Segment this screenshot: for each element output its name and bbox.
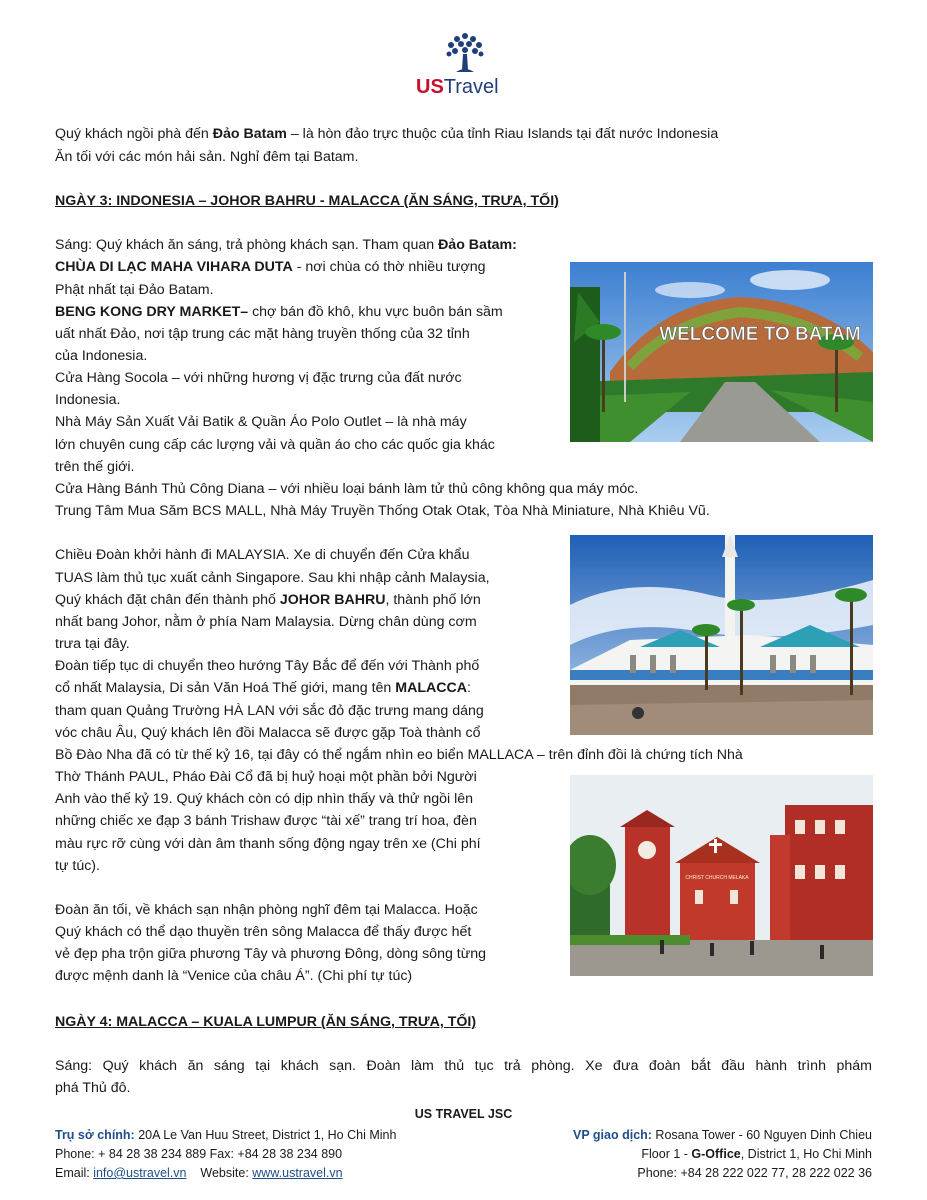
- intro-line-2: Ăn tối với các món hải sản. Nghỉ đêm tại Batam.: [55, 149, 359, 165]
- office-phone: Phone: +84 28 222 022 77, 28 222 022 36: [637, 1166, 872, 1180]
- body-line: Chiều Đoàn khởi hành đi MALAYSIA. Xe di chuyển đến Cửa khẩu: [55, 547, 470, 563]
- intro-line-1: Quý khách ngồi phà đến Đảo Batam – là hòn đảo trực thuộc của tỉnh Riau Islands tại đất nước Indonesia: [55, 126, 719, 142]
- body-line: Indonesia.: [55, 392, 121, 408]
- day3-heading: NGÀY 3: INDONESIA – JOHOR BAHRU - MALACCA (ĂN SÁNG, TRƯA, TỐI): [55, 193, 559, 209]
- body-line: trên thế giới.: [55, 459, 135, 475]
- body-line: vóc châu Âu, Quý khách lên đồi Malacca sẽ được gặp Toà thành cổ: [55, 725, 481, 741]
- body-line: lớn chuyên cung cấp các lượng vải và quần áo cho các quốc gia khác: [55, 437, 495, 453]
- body-line: Đoàn ăn tối, về khách sạn nhận phòng nghĩ đêm tại Malacca. Hoặc: [55, 902, 478, 918]
- body-line: vẻ đẹp pha trộn giữa phương Tây và phương Đông, dòng sông từng: [55, 946, 487, 962]
- body-line: tham quan Quảng Trường HÀ LAN với sắc đỏ đặc trưng mang dáng: [55, 703, 484, 719]
- body-line: màu rực rỡ cùng với dàn âm thanh sống động ngay trên xe (Chi phí: [55, 836, 481, 852]
- email-link[interactable]: info@ustravel.vn: [93, 1166, 187, 1180]
- body-line: cổ nhất Malaysia, Di sản Văn Hoá Thế giới, mang tên MALACCA:: [55, 680, 471, 696]
- body-line: uất nhất Đảo, nơi tập trung các mặt hàng truyền thống của 32 tỉnh: [55, 326, 470, 342]
- website-link[interactable]: www.ustravel.vn: [252, 1166, 343, 1180]
- tree-logo-icon: [443, 30, 487, 74]
- body-line: CHÙA DI LẠC MAHA VIHARA DUTA - nơi chùa có thờ nhiều tượng: [55, 259, 486, 275]
- body-line: Sáng: Quý khách ăn sáng tại khách sạn. Đoàn làm thủ tục trả phòng. Xe đưa đoàn bắt đầu hành trình phám: [55, 1058, 872, 1074]
- body-line: Đoàn tiếp tục di chuyển theo hướng Tây Bắc để đến với Thành phố: [55, 658, 480, 674]
- us-travel-logo: [410, 30, 520, 102]
- footer-office: VP giao dịch: Rosana Tower - 60 Nguyen Dinh Chieu Floor 1 - G-Office, District 1, Ho Chi Minh Phone: +84 28 222 022 77, 28 222 022 36: [573, 1126, 872, 1183]
- footer-hq: Trụ sở chính: 20A Le Van Huu Street, District 1, Ho Chi Minh Phone: + 84 28 38 234 889 Fax: +84 28 38 234 890 Email: info@ustravel.vn Website: www.ustravel.vn: [55, 1128, 397, 1180]
- body-line: Sáng: Quý khách ăn sáng, trả phòng khách sạn. Tham quan Đảo Batam:: [55, 237, 517, 253]
- body-line: phá Thủ đô.: [55, 1080, 131, 1096]
- body-line: tự túc).: [55, 858, 100, 874]
- logo-wordmark: USTravel: [416, 76, 499, 98]
- body-line: trưa tại đây.: [55, 636, 130, 652]
- body-line: Trung Tâm Mua Săm BCS MALL, Nhà Máy Truyền Thống Otak Otak, Tòa Nhà Miniature, Nhà Khiêu Vũ.: [55, 503, 710, 519]
- body-line: Cửa Hàng Bánh Thủ Công Diana – với nhiều loại bánh làm tử thủ công không qua máy móc.: [55, 481, 639, 497]
- body-line: Thờ Thánh PAUL, Pháo Đài Cổ đã bị huỷ hoại một phần bởi Người: [55, 769, 477, 785]
- body-line: Quý khách đặt chân đến thành phố JOHOR BAHRU, thành phố lớn: [55, 592, 481, 608]
- footer-phone: Phone: + 84 28 38 234 889 Fax: +84 28 38 234 890: [55, 1147, 343, 1161]
- body-line: được mệnh danh là “Venice của châu Á”. (Chi phí tự túc): [55, 968, 413, 984]
- body-line: những chiếc xe đạp 3 bánh Trishaw được “tài xế” trang trí hoa, đèn: [55, 813, 477, 829]
- church-sign-text: CHRIST CHURCH MELAKA: [685, 875, 749, 881]
- body-line: Cửa Hàng Socola – với những hương vị đặc trưng của đất nước: [55, 370, 462, 386]
- malacca-red-square-photo: [570, 775, 873, 976]
- body-line: Nhà Máy Sản Xuất Vải Batik & Quần Áo Polo Outlet – là nhà máy: [55, 414, 467, 430]
- welcome-to-batam-photo: [570, 262, 873, 442]
- body-line: nhất bang Johor, nằm ở phía Nam Malaysia. Dừng chân dùng cơm: [55, 614, 477, 630]
- body-line: Bồ Đào Nha đã có từ thế kỷ 16, tại đây có thể ngắm nhìn eo biển MALLACA – trên đỉnh đồi là chứng tích Nhà: [55, 747, 743, 763]
- body-line: Anh vào thế kỷ 19. Quý khách còn có dịp nhìn thấy và thử ngồi lên: [55, 791, 474, 807]
- body-line: của Indonesia.: [55, 348, 148, 364]
- body-line: BENG KONG DRY MARKET– chợ bán đồ khô, khu vực buôn bán sầm: [55, 304, 503, 320]
- footer-company: US TRAVEL JSC: [414, 1107, 513, 1121]
- body-line: TUAS làm thủ tục xuất cảnh Singapore. Sau khi nhập cảnh Malaysia,: [55, 570, 490, 586]
- day4-heading: NGÀY 4: MALACCA – KUALA LUMPUR (ĂN SÁNG, TRƯA, TỐI): [55, 1014, 477, 1030]
- body-line: Phật nhất tại Đảo Batam.: [55, 282, 214, 298]
- welcome-sign-text: WELCOME TO BATAM: [659, 324, 861, 345]
- johor-mosque-photo: [570, 535, 873, 735]
- body-line: Quý khách có thể dạo thuyền trên sông Malacca để thấy được hết: [55, 924, 472, 940]
